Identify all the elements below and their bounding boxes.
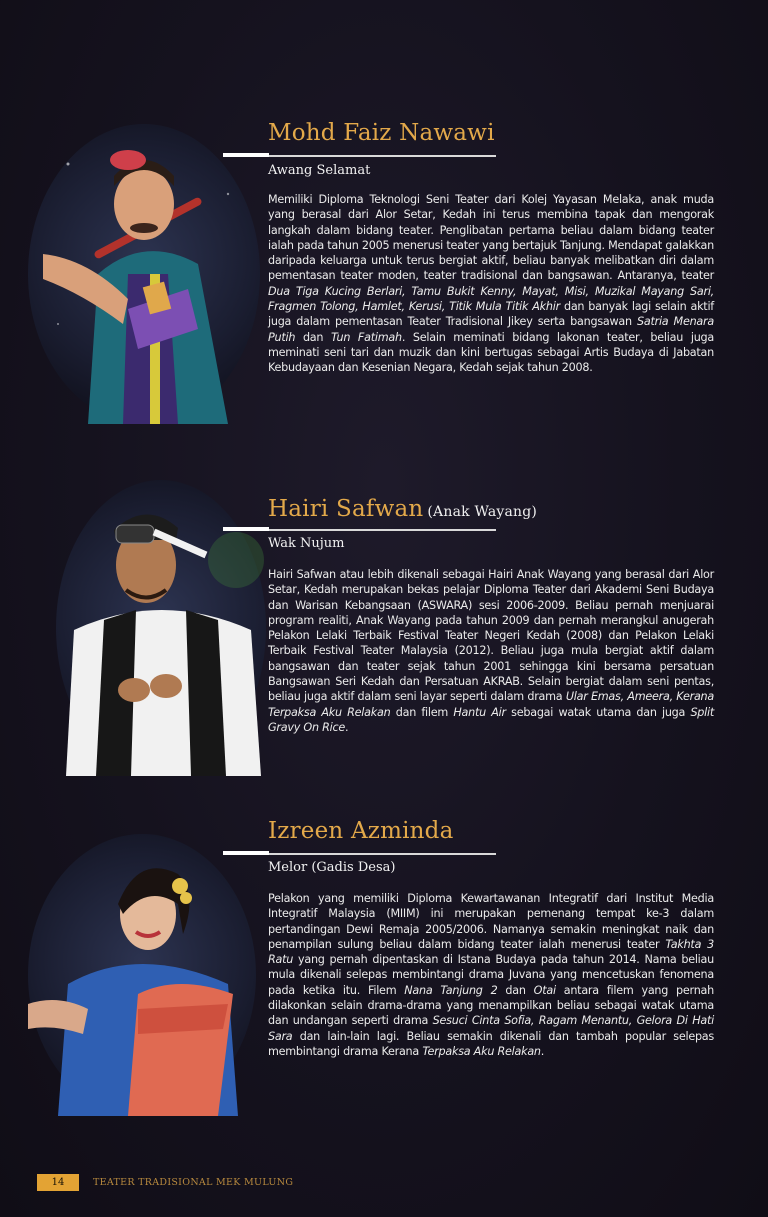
actor-name-text: Mohd Faiz Nawawi — [268, 120, 495, 146]
bio-text: Pelakon yang memiliki Diploma Kewartawanan Integratif dari Institut Media Integratif Malaysia (MIIM) ini merupakan pemenang tempat ke-3 dalam pertandingan Dewi Remaja 2005/2006. Namanya semakin meningkat naik dan penampilan sulung beliau dalam bidang teater ialah menerusi teater — [268, 892, 714, 951]
bio-italic-title: Otai — [533, 983, 556, 997]
accent-rule — [223, 153, 269, 157]
bio-italic-title: Nana Tanjung 2 — [404, 983, 498, 997]
portrait-izreen-azminda — [28, 834, 256, 1116]
page-footer — [37, 1173, 293, 1191]
actor-bio — [268, 567, 714, 735]
bio-text: . Selain meminati bidang lakonan teater, beliau juga meminati seni tari dan muzik dan kini bertugas sebagai Artis Budaya di Jabatan Kebudayaan dan Kesenian Negara, Kedah sejak tahun 2008. — [268, 330, 715, 375]
character-role: Melor (Gadis Desa) — [268, 860, 396, 875]
bio-text: Memiliki Diploma Teknologi Seni Teater dari Kolej Yayasan Melaka, anak muda yang berasal dari Alor Setar, Kedah ini terus membina tapak dan mengorak langkah dalam bidang teater. Penglibatan pertama beliau dalam bidang teater ialah pada tahun 2005 menerusi teater yang bertajuk Tanjung. Mendapat galakkan daripada keluarga untuk terus bergiat aktif, beliau banyak melibatkan diri dalam pementasan teater moden, teater tradisional dan bangsawan. Antaranya, teater — [268, 193, 714, 283]
bio-italic-title: Split Gravy On Rice — [268, 705, 715, 734]
divider-rule — [269, 155, 496, 157]
accent-rule — [223, 527, 269, 531]
page-number: 14 — [37, 1174, 79, 1191]
bio-italic-title: Tun Fatimah — [331, 330, 402, 344]
bio-text: antara filem yang pernah dilakonkan selain drama-drama yang menampilkan beliau sebagai watak utama dan undangan seperti drama — [268, 983, 714, 1028]
bio-text: dan banyak lagi selain aktif juga dalam pementasan Teater Tradisional Jikey serta bangsawan — [268, 300, 714, 329]
actor-name-suffix: (Anak Wayang) — [427, 504, 538, 520]
portrait-figure-image — [28, 834, 256, 1116]
bio-italic-title: Terpaksa Aku Relakan — [422, 1044, 541, 1058]
portrait-hairi-safwan — [56, 480, 266, 776]
character-role: Awang Selamat — [268, 163, 371, 178]
bio-italic-title: Satria Menara Putih — [268, 315, 714, 344]
bio-text: dan — [497, 983, 534, 997]
bio-italic-title: Dua Tiga Kucing Berlari, Tamu Bukit Kenny, Mayat, Misi, Muzikal Mayang Sari, Fragmen Tolong, Hamlet, Kerusi, Titik Mula Titik Akhir — [268, 284, 714, 314]
divider-rule — [269, 853, 496, 855]
bio-text: Hairi Safwan atau lebih dikenali sebagai Hairi Anak Wayang yang berasal dari Alor Setar, Kedah merupakan bekas pelajar Diploma Teater dari Akademi Seni Budaya dan Warisan Kebangsaan (ASWARA) sesi 2006-2009. Beliau pernah menjuarai program realiti, Anak Wayang pada tahun 2009 dan pernah merangkul anugerah Pelakon Lelaki Terbaik Festival Teater Negeri Kedah (2008) dan Pelakon Lelaki Terbaik Festival Teater Malaysia (2012). Beliau juga mula bergiat aktif dalam bangsawan dan teater sejak tahun 2001 sehingga kini bersama persatuan Bangsawan Seri Kedah dan Persatuan AKRAB. Selain bergiat dalam seni pentas, beliau juga aktif dalam seni layar seperti dalam drama — [268, 568, 714, 704]
actor-name — [268, 496, 537, 522]
accent-rule — [223, 851, 269, 855]
actor-bio — [268, 891, 714, 1059]
portrait-figure-image — [56, 480, 266, 776]
actor-name — [268, 120, 495, 146]
bio-italic-title: Ular Emas, Ameera, Kerana Terpaksa Aku Relakan — [268, 690, 715, 719]
actor-name — [268, 818, 454, 844]
bio-italic-title: Sesuci Cinta Sofia, Ragam Menantu, Gelora Di Hati Sara — [268, 1014, 715, 1043]
actor-name-text: Izreen Azminda — [268, 818, 454, 844]
publication-title: TEATER TRADISIONAL MEK MULUNG — [93, 1176, 294, 1188]
bio-text: dan — [295, 330, 332, 344]
bio-text: dan filem — [390, 705, 454, 719]
character-role: Wak Nujum — [268, 536, 345, 551]
bio-italic-title: Hantu Air — [453, 705, 506, 719]
bio-text: . — [345, 720, 349, 734]
divider-rule — [269, 529, 496, 531]
bio-text: . — [540, 1044, 545, 1058]
bio-text: sebagai watak utama dan juga — [505, 705, 691, 719]
portrait-figure-image — [28, 124, 260, 424]
actor-bio — [268, 192, 714, 376]
actor-name-text: Hairi Safwan — [268, 496, 424, 522]
bio-italic-title: Takhta 3 Ratu — [268, 937, 715, 967]
bio-text: dan lain-lain lagi. Beliau semakin dikenali dan tambah popular selepas membintangi drama Kerana — [268, 1029, 714, 1058]
portrait-mohd-faiz-nawawi — [28, 124, 260, 424]
bio-text: yang pernah dipentaskan di Istana Budaya pada tahun 2014. Nama beliau mula dikenali selepas membintangi drama Juvana yang mencetuskan fenomena pada ketika itu. Filem — [268, 953, 714, 997]
